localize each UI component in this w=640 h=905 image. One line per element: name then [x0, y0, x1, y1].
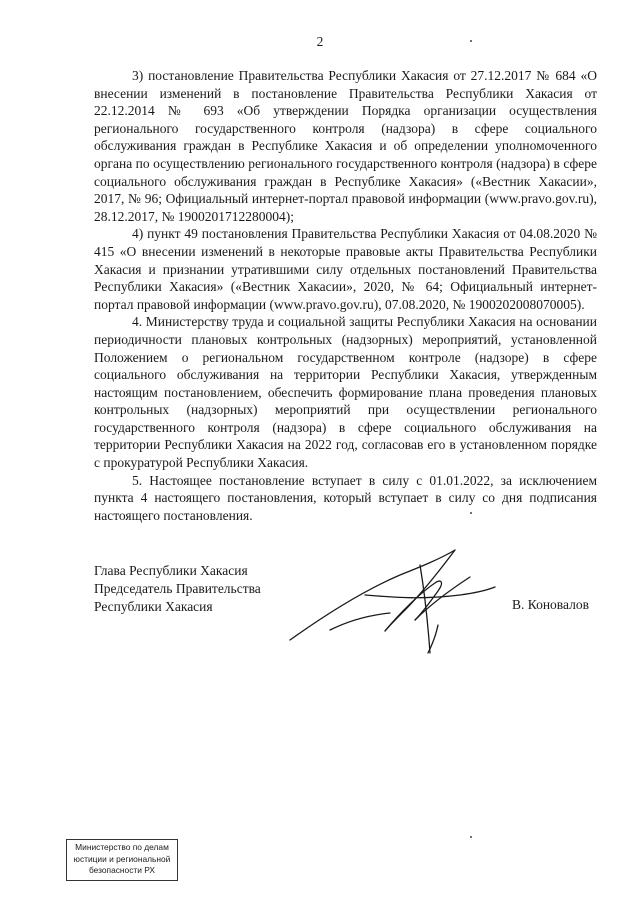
paragraph-clause-4: 4. Министерству труда и социальной защиты Республики Хакасия на основании периодичности плановых контрольных (надзорных) мероприятий, установленной Положением о региональном государственном контроле (надзоре) в сфере социального обслуживания на территории Республики Хакасия, утвержденным настоящим постановлением, обеспечить формирование плана проведения плановых контрольных (надзорных) мероприятий при осуществлении регионального государственного контроля (надзора) в сфере социального обслуживания на территории Республики Хакасия на 2022 год, согласовав его в установленном порядке с прокуратурой Республики Хакасия. [94, 314, 597, 471]
page-number: 2 [316, 34, 324, 49]
stamp-line-2: юстиции и региональной [73, 853, 171, 864]
paragraph-clause-5: 5. Настоящее постановление вступает в силу с 01.01.2022, за исключением пункта 4 настоящего постановления, который вступает в силу со дня подписания настоящего постановления. [94, 472, 597, 523]
signer-title-line-1: Глава Республики Хакасия [94, 563, 248, 578]
signer-title-line-3: Республики Хакасия [94, 598, 213, 614]
signer-title-line-2: Председатель Правительства [94, 580, 261, 596]
signer-name: В. Коновалов [512, 597, 589, 612]
paragraph-item-3: 3) постановление Правительства Республики Хакасия от 27.12.2017 № 684 «О внесении изменений в постановление Правительства Республики Хакасия от 22.12.2014 № 693 «Об утверждении Порядка организации осуществления регионального государственного контроля (надзора) в сфере социального обслуживания граждан в Республике Хакасия и об определении уполномоченного органа по осуществлению регионального государственного контроля (надзора) в сфере социального обслуживания граждан в Республике Хакасия» («Вестник Хакасии», 2017, № 96; Официальный интернет-портал правовой информации (www.pravo.gov.ru), 28.12.2017, № 1900201712280004); [94, 68, 597, 224]
stamp-line-3: безопасности РХ [88, 865, 156, 876]
scan-speck [470, 836, 472, 838]
handwritten-signature [270, 535, 510, 665]
scan-speck [470, 40, 472, 42]
scan-speck [470, 512, 472, 514]
stamp-line-1: Министерство по делам [75, 842, 169, 852]
paragraph-item-4: 4) пункт 49 постановления Правительства Республики Хакасия от 04.08.2020 № 415 «О внесении изменений в некоторые правовые акты Правительства Республики Хакасия и признании утратившими силу отдельных постановлений Правительства Республики Хакасия» («Вестник Хакасии», 2020, № 64; Официальный интернет-портал правовой информации (www.pravo.gov.ru), 07.08.2020, № 1900202008070005). [94, 226, 597, 312]
document-body [94, 67, 597, 524]
registration-stamp [66, 839, 178, 881]
signer-title-block [94, 562, 261, 615]
